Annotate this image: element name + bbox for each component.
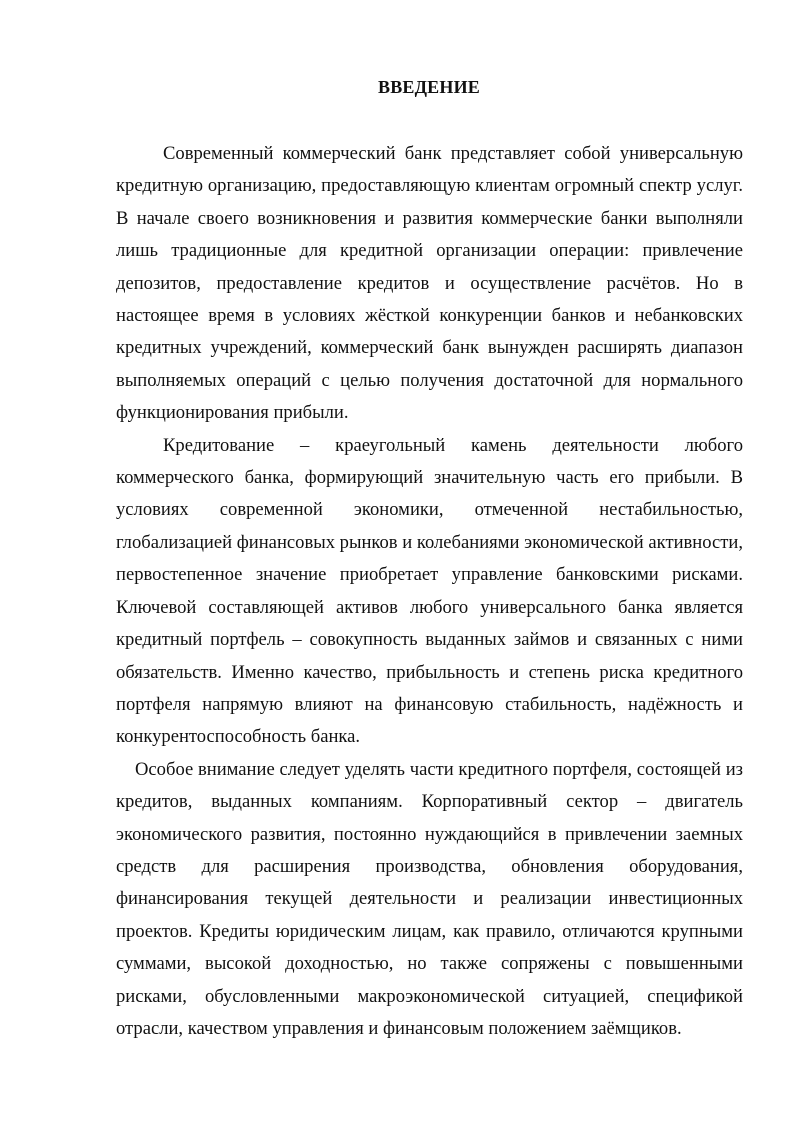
page-title: ВВЕДЕНИЕ [377,77,480,97]
document-body [116,138,743,1045]
paragraph-1: Современный коммерческий банк представляет собой универсальную кредитную организацию, предоставляющую клиентам огромный спектр услуг. В начале своего возникновения и развития коммерческие банки выполняли лишь традиционные для кредитной организации операции: привлечение депозитов, предоставление кредитов и осуществление расчётов. Но в настоящее время в условиях жёсткой конкуренции банков и небанковских кредитных учреждений, коммерческий банк вынужден расширять диапазон выполняемых операций с целью получения достаточной для нормального функционирования прибыли. [116,143,743,424]
paragraph-3: Особое внимание следует уделять части кредитного портфеля, состоящей из кредитов, выданных компаниям. Корпоративный сектор – двигатель экономического развития, постоянно нуждающийся в привлечении заемных средств для расширения производства, обновления оборудования, финансирования текущей деятельности и реализации инвестиционных проектов. Кредиты юридическим лицам, как правило, отличаются крупными суммами, высокой доходностью, но также сопряжены с повышенными рисками, обусловленными макроэкономической ситуацией, спецификой отрасли, качеством управления и финансовым положением заёмщиков. [116,758,743,1039]
paragraph-2: Кредитование – краеугольный камень деятельности любого коммерческого банка, формирующий значительную часть его прибыли. В условиях современной экономики, отмеченной нестабильностью, глобализацией финансовых рынков и колебаниями экономической активности, первостепенное значение приобретает управление банковскими рисками. Ключевой составляющей активов любого универсального банка является кредитный портфель – совокупность выданных займов и связанных с ними обязательств. Именно качество, прибыльность и степень риска кредитного портфеля напрямую влияют на финансовую стабильность, надёжность и конкурентоспособность банка. [116,434,743,748]
